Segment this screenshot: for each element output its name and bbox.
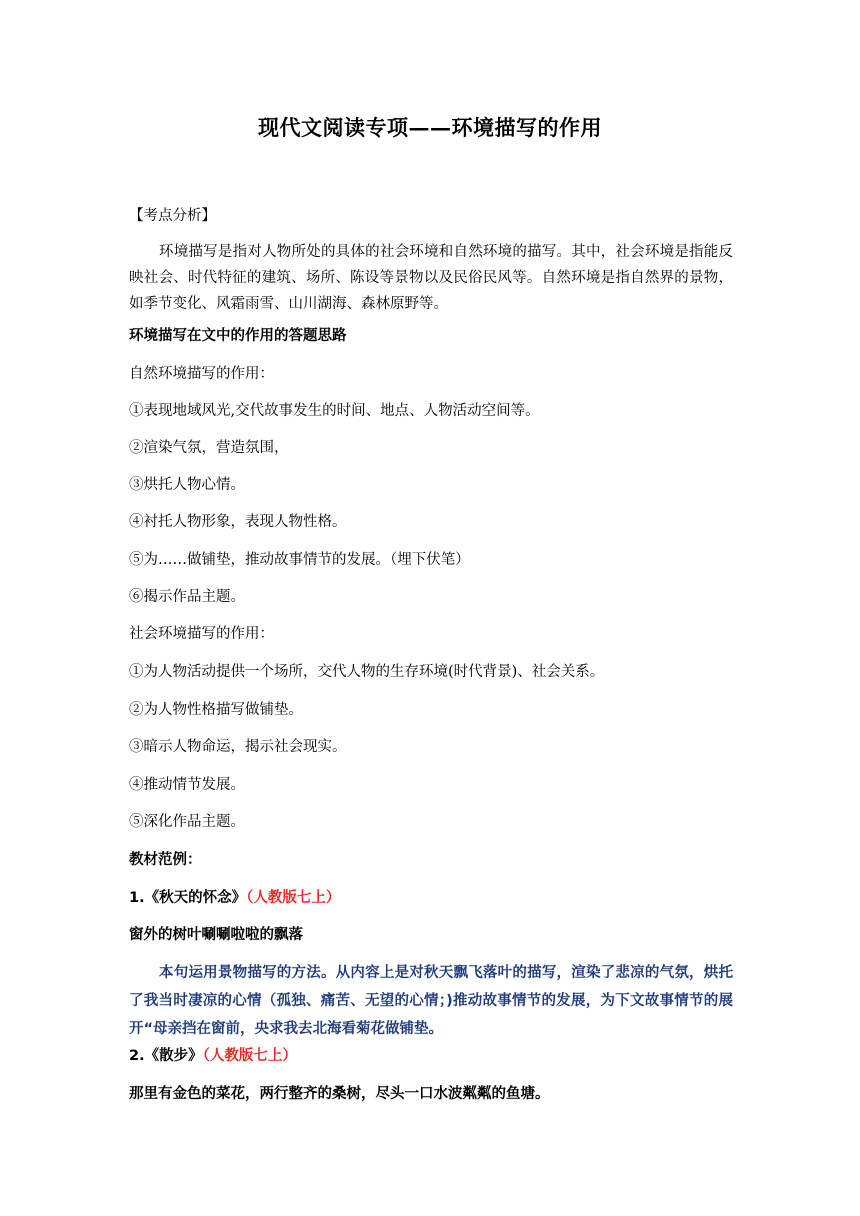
example-1-title xyxy=(129,885,739,911)
social-item-1: ①为人物活动提供一个场所，交代人物的生存环境(时代背景)、社会关系。 xyxy=(129,664,605,680)
example-1-source: （人教版七上） xyxy=(246,890,341,906)
intro-paragraph: 环境描写是指对人物所处的具体的社会环境和自然环境的描写。其中，社会环境是指能反映社会、时代特征的建筑、场所、陈设等景物以及民俗民风等。自然环境是指自然界的景物，如季节变化、风霜雨雪、山川湖海、森林原野等。 xyxy=(129,244,733,312)
section-label: 【考点分析】 xyxy=(129,208,216,224)
example-2-name: 2.《散步》 xyxy=(129,1048,203,1064)
examples-heading: 教材范例： xyxy=(129,852,202,868)
natural-heading: 自然环境描写的作用： xyxy=(129,366,274,382)
social-item-5: ⑤深化作品主题。 xyxy=(129,814,245,830)
page-title: 现代文阅读专项——环境描写的作用 xyxy=(258,115,602,140)
example-2-title xyxy=(129,1043,739,1069)
example-1-analysis: 本句运用景物描写的方法。从内容上是对秋天飘飞落叶的描写，渲染了悲凉的气氛，烘托了我当时凄凉的心情（孤独、痛苦、无望的心情；)推动故事情节的发展，为下文故事情节的展开“母亲挡在窗前，央求我去北海看菊花做铺垫。 xyxy=(129,965,733,1037)
approach-heading: 环境描写在文中的作用的答题思路 xyxy=(129,328,347,344)
example-1-quote: 窗外的树叶唰唰啦啦的飘落 xyxy=(129,926,303,943)
natural-item-2: ②渲染气氛，营造氛围， xyxy=(129,440,289,456)
social-item-3: ③暗示人物命运，揭示社会现实。 xyxy=(129,739,347,755)
social-item-2: ②为人物性格描写做铺垫。 xyxy=(129,702,303,718)
natural-item-4: ④衬托人物形象，表现人物性格。 xyxy=(129,514,347,530)
natural-item-1: ①表现地域风光,交代故事发生的时间、地点、人物活动空间等。 xyxy=(129,403,540,419)
example-1-name: 1.《秋天的怀念》 xyxy=(129,890,247,906)
natural-item-6: ⑥揭示作品主题。 xyxy=(129,589,245,605)
example-2-quote: 那里有金色的菜花，两行整齐的桑树，尽头一口水波粼粼的鱼塘。 xyxy=(129,1085,550,1102)
social-item-4: ④推动情节发展。 xyxy=(129,777,245,793)
natural-item-5: ⑤为……做铺垫，推动故事情节的发展。（埋下伏笔） xyxy=(129,552,470,568)
social-heading: 社会环境描写的作用： xyxy=(129,626,274,642)
example-2-source: （人教版七上） xyxy=(202,1048,297,1064)
natural-item-3: ③烘托人物心情。 xyxy=(129,477,245,493)
